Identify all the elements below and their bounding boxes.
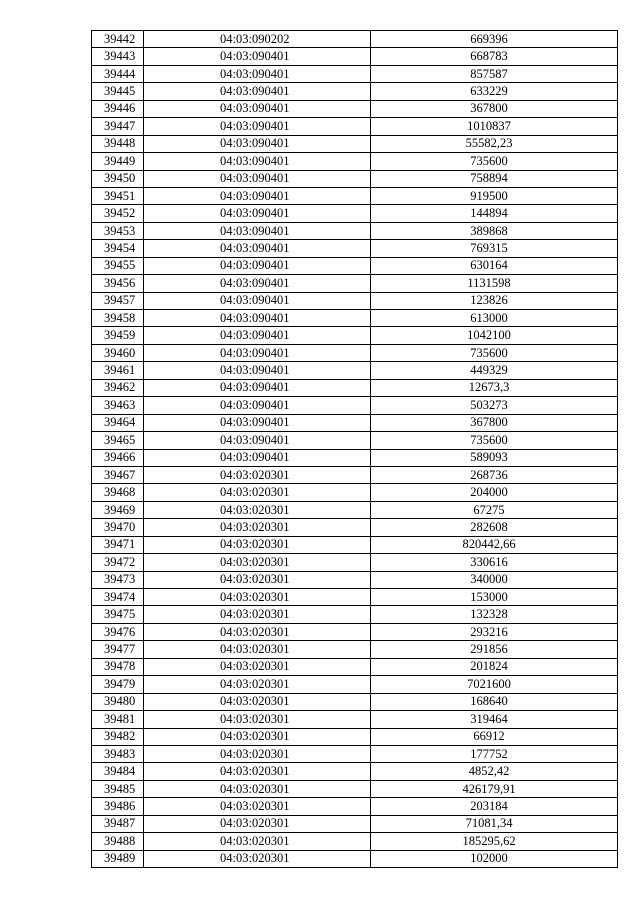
amount-cell: 4852,42 (371, 763, 618, 780)
table-row (92, 658, 618, 675)
amount-cell: 201824 (371, 658, 618, 675)
code-cell: 04:03:020301 (144, 728, 371, 745)
code-cell: 04:03:090401 (144, 310, 371, 327)
amount-cell: 589093 (371, 449, 618, 466)
amount-cell: 132328 (371, 606, 618, 623)
row-number-cell: 39445 (92, 83, 144, 100)
table-row (92, 100, 618, 117)
row-number-cell: 39484 (92, 763, 144, 780)
table-row (92, 850, 618, 867)
table-row (92, 536, 618, 553)
amount-cell: 291856 (371, 641, 618, 658)
row-number-cell: 39452 (92, 205, 144, 222)
code-cell: 04:03:020301 (144, 798, 371, 815)
amount-cell: 367800 (371, 414, 618, 431)
table-row (92, 222, 618, 239)
code-cell: 04:03:090401 (144, 222, 371, 239)
code-cell: 04:03:090401 (144, 275, 371, 292)
code-cell: 04:03:090401 (144, 257, 371, 274)
code-cell: 04:03:090401 (144, 170, 371, 187)
table-row (92, 711, 618, 728)
amount-cell: 820442,66 (371, 536, 618, 553)
row-number-cell: 39487 (92, 815, 144, 832)
amount-cell: 293216 (371, 623, 618, 640)
table-row (92, 65, 618, 82)
code-cell: 04:03:090401 (144, 100, 371, 117)
table-row (92, 641, 618, 658)
code-cell: 04:03:020301 (144, 763, 371, 780)
table-row (92, 135, 618, 152)
row-number-cell: 39472 (92, 554, 144, 571)
amount-cell: 735600 (371, 344, 618, 361)
amount-cell: 857587 (371, 65, 618, 82)
code-cell: 04:03:020301 (144, 571, 371, 588)
row-number-cell: 39479 (92, 676, 144, 693)
code-cell: 04:03:020301 (144, 693, 371, 710)
table-row (92, 432, 618, 449)
row-number-cell: 39468 (92, 484, 144, 501)
row-number-cell: 39476 (92, 623, 144, 640)
code-cell: 04:03:020301 (144, 850, 371, 867)
amount-cell: 153000 (371, 589, 618, 606)
row-number-cell: 39455 (92, 257, 144, 274)
row-number-cell: 39451 (92, 187, 144, 204)
row-number-cell: 39442 (92, 31, 144, 48)
table-row (92, 31, 618, 48)
code-cell: 04:03:020301 (144, 501, 371, 518)
code-cell: 04:03:090401 (144, 240, 371, 257)
code-cell: 04:03:090401 (144, 414, 371, 431)
row-number-cell: 39470 (92, 519, 144, 536)
code-cell: 04:03:020301 (144, 519, 371, 536)
table-row (92, 48, 618, 65)
data-table (91, 30, 618, 868)
row-number-cell: 39489 (92, 850, 144, 867)
row-number-cell: 39467 (92, 466, 144, 483)
code-cell: 04:03:020301 (144, 780, 371, 797)
amount-cell: 340000 (371, 571, 618, 588)
table-row (92, 676, 618, 693)
row-number-cell: 39477 (92, 641, 144, 658)
amount-cell: 67275 (371, 501, 618, 518)
amount-cell: 144894 (371, 205, 618, 222)
amount-cell: 769315 (371, 240, 618, 257)
table-row (92, 606, 618, 623)
table-row (92, 275, 618, 292)
table-row (92, 379, 618, 396)
row-number-cell: 39488 (92, 833, 144, 850)
code-cell: 04:03:020301 (144, 536, 371, 553)
table-row (92, 449, 618, 466)
amount-cell: 367800 (371, 100, 618, 117)
row-number-cell: 39454 (92, 240, 144, 257)
amount-cell: 185295,62 (371, 833, 618, 850)
amount-cell: 449329 (371, 362, 618, 379)
table-row (92, 153, 618, 170)
table-row (92, 362, 618, 379)
table-row (92, 484, 618, 501)
code-cell: 04:03:090401 (144, 449, 371, 466)
amount-cell: 389868 (371, 222, 618, 239)
amount-cell: 669396 (371, 31, 618, 48)
row-number-cell: 39480 (92, 693, 144, 710)
code-cell: 04:03:020301 (144, 484, 371, 501)
row-number-cell: 39446 (92, 100, 144, 117)
code-cell: 04:03:020301 (144, 711, 371, 728)
row-number-cell: 39482 (92, 728, 144, 745)
row-number-cell: 39474 (92, 589, 144, 606)
amount-cell: 55582,23 (371, 135, 618, 152)
amount-cell: 66912 (371, 728, 618, 745)
amount-cell: 1042100 (371, 327, 618, 344)
table-row (92, 501, 618, 518)
table-row (92, 815, 618, 832)
code-cell: 04:03:020301 (144, 589, 371, 606)
table-row (92, 118, 618, 135)
row-number-cell: 39465 (92, 432, 144, 449)
table-row (92, 240, 618, 257)
row-number-cell: 39447 (92, 118, 144, 135)
table-row (92, 414, 618, 431)
code-cell: 04:03:020301 (144, 641, 371, 658)
amount-cell: 282608 (371, 519, 618, 536)
amount-cell: 1131598 (371, 275, 618, 292)
code-cell: 04:03:090401 (144, 187, 371, 204)
table-row (92, 519, 618, 536)
code-cell: 04:03:090401 (144, 83, 371, 100)
amount-cell: 123826 (371, 292, 618, 309)
amount-cell: 426179,91 (371, 780, 618, 797)
table-row (92, 763, 618, 780)
amount-cell: 168640 (371, 693, 618, 710)
table-row (92, 623, 618, 640)
row-number-cell: 39485 (92, 780, 144, 797)
table-row (92, 571, 618, 588)
table-row (92, 205, 618, 222)
row-number-cell: 39453 (92, 222, 144, 239)
row-number-cell: 39448 (92, 135, 144, 152)
amount-cell: 204000 (371, 484, 618, 501)
table-row (92, 728, 618, 745)
code-cell: 04:03:020301 (144, 833, 371, 850)
amount-cell: 330616 (371, 554, 618, 571)
code-cell: 04:03:090401 (144, 65, 371, 82)
row-number-cell: 39459 (92, 327, 144, 344)
code-cell: 04:03:090401 (144, 153, 371, 170)
row-number-cell: 39461 (92, 362, 144, 379)
table-row (92, 83, 618, 100)
table-row (92, 466, 618, 483)
table-row (92, 833, 618, 850)
code-cell: 04:03:020301 (144, 676, 371, 693)
row-number-cell: 39464 (92, 414, 144, 431)
code-cell: 04:03:020301 (144, 745, 371, 762)
table-row (92, 344, 618, 361)
table-row (92, 554, 618, 571)
amount-cell: 758894 (371, 170, 618, 187)
code-cell: 04:03:090401 (144, 292, 371, 309)
amount-cell: 613000 (371, 310, 618, 327)
row-number-cell: 39456 (92, 275, 144, 292)
code-cell: 04:03:090401 (144, 48, 371, 65)
row-number-cell: 39481 (92, 711, 144, 728)
code-cell: 04:03:090401 (144, 379, 371, 396)
table-body (92, 31, 618, 868)
code-cell: 04:03:090401 (144, 344, 371, 361)
row-number-cell: 39471 (92, 536, 144, 553)
row-number-cell: 39473 (92, 571, 144, 588)
amount-cell: 102000 (371, 850, 618, 867)
table-row (92, 397, 618, 414)
row-number-cell: 39460 (92, 344, 144, 361)
row-number-cell: 39458 (92, 310, 144, 327)
amount-cell: 7021600 (371, 676, 618, 693)
amount-cell: 177752 (371, 745, 618, 762)
row-number-cell: 39443 (92, 48, 144, 65)
code-cell: 04:03:090401 (144, 135, 371, 152)
amount-cell: 319464 (371, 711, 618, 728)
amount-cell: 1010837 (371, 118, 618, 135)
table-row (92, 745, 618, 762)
row-number-cell: 39486 (92, 798, 144, 815)
table-row (92, 292, 618, 309)
row-number-cell: 39449 (92, 153, 144, 170)
code-cell: 04:03:020301 (144, 466, 371, 483)
table-row (92, 693, 618, 710)
table-row (92, 257, 618, 274)
code-cell: 04:03:090202 (144, 31, 371, 48)
row-number-cell: 39457 (92, 292, 144, 309)
row-number-cell: 39463 (92, 397, 144, 414)
code-cell: 04:03:090401 (144, 432, 371, 449)
amount-cell: 503273 (371, 397, 618, 414)
row-number-cell: 39483 (92, 745, 144, 762)
amount-cell: 919500 (371, 187, 618, 204)
row-number-cell: 39462 (92, 379, 144, 396)
row-number-cell: 39450 (92, 170, 144, 187)
code-cell: 04:03:020301 (144, 554, 371, 571)
amount-cell: 630164 (371, 257, 618, 274)
amount-cell: 268736 (371, 466, 618, 483)
code-cell: 04:03:090401 (144, 362, 371, 379)
table-row (92, 170, 618, 187)
amount-cell: 633229 (371, 83, 618, 100)
code-cell: 04:03:020301 (144, 623, 371, 640)
table-row (92, 327, 618, 344)
amount-cell: 203184 (371, 798, 618, 815)
code-cell: 04:03:090401 (144, 397, 371, 414)
table-row (92, 310, 618, 327)
table-row (92, 187, 618, 204)
code-cell: 04:03:090401 (144, 327, 371, 344)
row-number-cell: 39475 (92, 606, 144, 623)
code-cell: 04:03:020301 (144, 658, 371, 675)
code-cell: 04:03:090401 (144, 118, 371, 135)
table-row (92, 780, 618, 797)
code-cell: 04:03:020301 (144, 606, 371, 623)
row-number-cell: 39444 (92, 65, 144, 82)
row-number-cell: 39466 (92, 449, 144, 466)
table-row (92, 589, 618, 606)
amount-cell: 71081,34 (371, 815, 618, 832)
table-row (92, 798, 618, 815)
code-cell: 04:03:020301 (144, 815, 371, 832)
row-number-cell: 39469 (92, 501, 144, 518)
row-number-cell: 39478 (92, 658, 144, 675)
code-cell: 04:03:090401 (144, 205, 371, 222)
amount-cell: 668783 (371, 48, 618, 65)
amount-cell: 735600 (371, 153, 618, 170)
amount-cell: 12673,3 (371, 379, 618, 396)
amount-cell: 735600 (371, 432, 618, 449)
